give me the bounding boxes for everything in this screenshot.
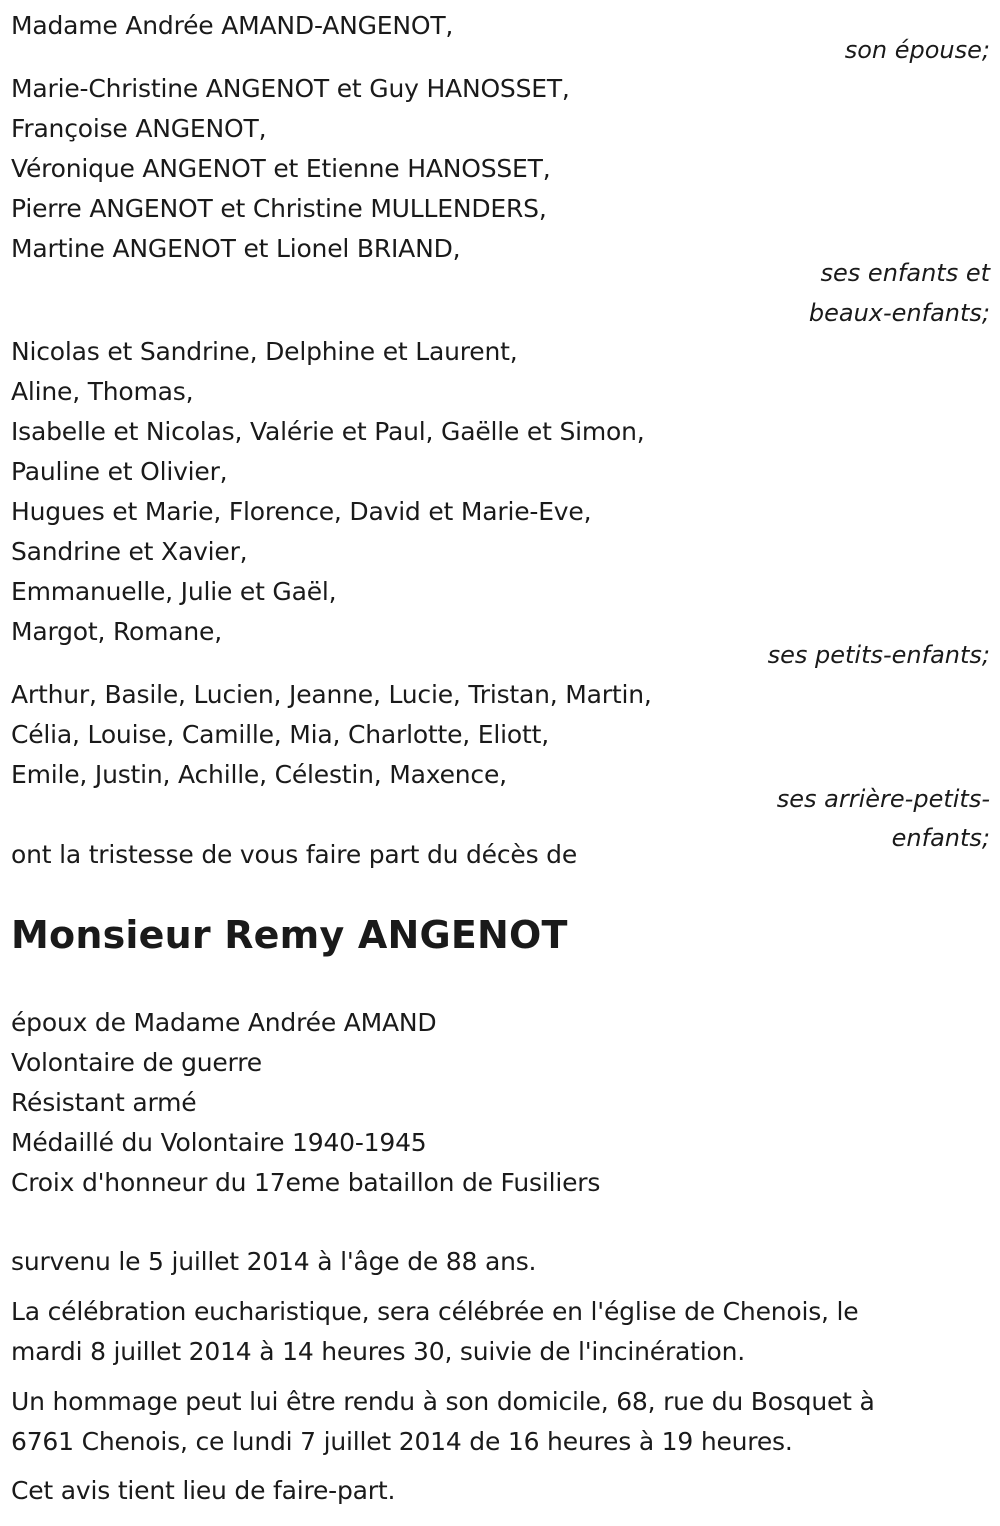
grandchild-line: Hugues et Marie, Florence, David et Marie-Eve, [11, 497, 592, 526]
grandchildren-role: ses petits-enfants; [767, 641, 990, 669]
grandchild-line: Margot, Romane, [11, 617, 222, 646]
death-details: survenu le 5 juillet 2014 à l'âge de 88 ans. [11, 1247, 537, 1276]
great-grandchild-line: Célia, Louise, Camille, Mia, Charlotte, Eliott, [11, 720, 549, 749]
spouse-role: son épouse; [844, 36, 990, 64]
tribute-line-2: 6761 Chenois, ce lundi 7 juillet 2014 de 16 heures à 19 heures. [11, 1427, 793, 1456]
great-grandchild-line: Emile, Justin, Achille, Célestin, Maxence, [11, 760, 507, 789]
grandchild-line: Isabelle et Nicolas, Valérie et Paul, Gaëlle et Simon, [11, 417, 645, 446]
deceased-title-line: Volontaire de guerre [11, 1048, 262, 1077]
great-grandchild-line: Arthur, Basile, Lucien, Jeanne, Lucie, Tristan, Martin, [11, 680, 652, 709]
deceased-title-line: Médaillé du Volontaire 1940-1945 [11, 1128, 427, 1157]
grandchild-line: Emmanuelle, Julie et Gaël, [11, 577, 337, 606]
ceremony-line-2: mardi 8 juillet 2014 à 14 heures 30, suivie de l'incinération. [11, 1337, 745, 1366]
child-line: Pierre ANGENOT et Christine MULLENDERS, [11, 194, 547, 223]
child-line: Françoise ANGENOT, [11, 114, 267, 143]
grandchild-line: Aline, Thomas, [11, 377, 194, 406]
children-role-line-2: beaux-enfants; [808, 299, 990, 327]
child-line: Marie-Christine ANGENOT et Guy HANOSSET, [11, 74, 570, 103]
child-line: Véronique ANGENOT et Etienne HANOSSET, [11, 154, 551, 183]
child-line: Martine ANGENOT et Lionel BRIAND, [11, 234, 461, 263]
deceased-name: Monsieur Remy ANGENOT [11, 913, 568, 957]
great-grandchildren-role-line-1: ses arrière-petits- [776, 785, 990, 813]
grandchild-line: Pauline et Olivier, [11, 457, 228, 486]
announcement-text: ont la tristesse de vous faire part du décès de [11, 840, 578, 869]
great-grandchildren-role-line-2: enfants; [891, 824, 990, 852]
deceased-title-line: époux de Madame Andrée AMAND [11, 1008, 437, 1037]
ceremony-line-1: La célébration eucharistique, sera célébrée en l'église de Chenois, le [11, 1297, 859, 1326]
grandchild-line: Nicolas et Sandrine, Delphine et Laurent, [11, 337, 518, 366]
spouse-name: Madame Andrée AMAND-ANGENOT, [11, 11, 454, 40]
tribute-line-1: Un hommage peut lui être rendu à son domicile, 68, rue du Bosquet à [11, 1387, 875, 1416]
grandchild-line: Sandrine et Xavier, [11, 537, 248, 566]
closing-note: Cet avis tient lieu de faire-part. [11, 1476, 396, 1505]
children-role-line-1: ses enfants et [820, 259, 990, 287]
deceased-title-line: Croix d'honneur du 17eme bataillon de Fusiliers [11, 1168, 601, 1197]
deceased-title-line: Résistant armé [11, 1088, 197, 1117]
